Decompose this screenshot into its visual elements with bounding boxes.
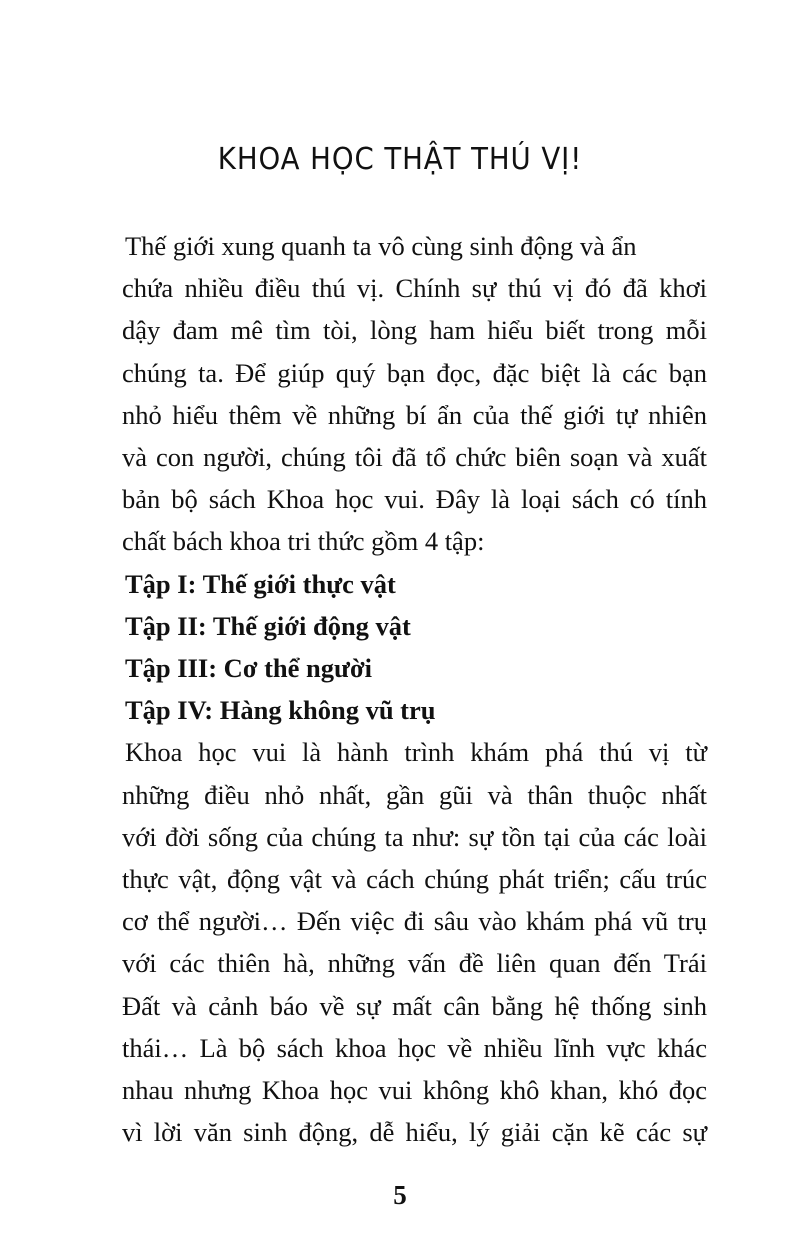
text-line: với đời sống của chúng ta như: sự tồn tại của các loài [122, 821, 707, 852]
text-line: chúng ta. Để giúp quý bạn đọc, đặc biệt là các bạn [122, 357, 707, 388]
text-line: Đất và cảnh báo về sự mất cân bằng hệ thống sinh [122, 990, 707, 1021]
text-line: cơ thể người… Đến việc đi sâu vào khám phá vũ trụ [122, 906, 707, 937]
volume-item: Tập IV: Hàng không vũ trụ [125, 695, 436, 726]
text-line: vì lời văn sinh động, dễ hiểu, lý giải cặn kẽ các sự [122, 1117, 707, 1148]
text-line: Thế giới xung quanh ta vô cùng sinh động và ẩn [125, 231, 637, 261]
page-title: KHOA HỌC THẬT THÚ VỊ! [217, 142, 583, 177]
volume-item: Tập II: Thế giới động vật [125, 610, 411, 641]
text-line: bản bộ sách Khoa học vui. Đây là loại sách có tính [122, 484, 707, 515]
page-body [122, 225, 707, 1153]
text-line: chất bách khoa tri thức gồm 4 tập: [122, 526, 485, 557]
text-line: nhỏ hiểu thêm về những bí ẩn của thế giới tự nhiên [122, 399, 707, 430]
text-line: với các thiên hà, những vấn đề liên quan đến Trái [122, 948, 707, 979]
text-line: Khoa học vui là hành trình khám phá thú vị từ [125, 737, 707, 768]
text-line: thực vật, động vật và cách chúng phát triển; cấu trúc [122, 864, 707, 895]
text-line: và con người, chúng tôi đã tổ chức biên soạn và xuất [122, 442, 707, 473]
volume-item: Tập I: Thế giới thực vật [125, 568, 396, 599]
text-line: chứa nhiều điều thú vị. Chính sự thú vị đó đã khơi [122, 273, 707, 304]
volume-item: Tập III: Cơ thể người [125, 653, 372, 684]
text-line: dậy đam mê tìm tòi, lòng ham hiểu biết trong mỗi [122, 315, 707, 346]
page-number: 5 [393, 1180, 407, 1210]
text-line: thái… Là bộ sách khoa học về nhiều lĩnh vực khác [122, 1032, 707, 1063]
text-line: những điều nhỏ nhất, gần gũi và thân thuộc nhất [122, 779, 707, 810]
text-line: nhau nhưng Khoa học vui không khô khan, khó đọc [122, 1075, 707, 1106]
